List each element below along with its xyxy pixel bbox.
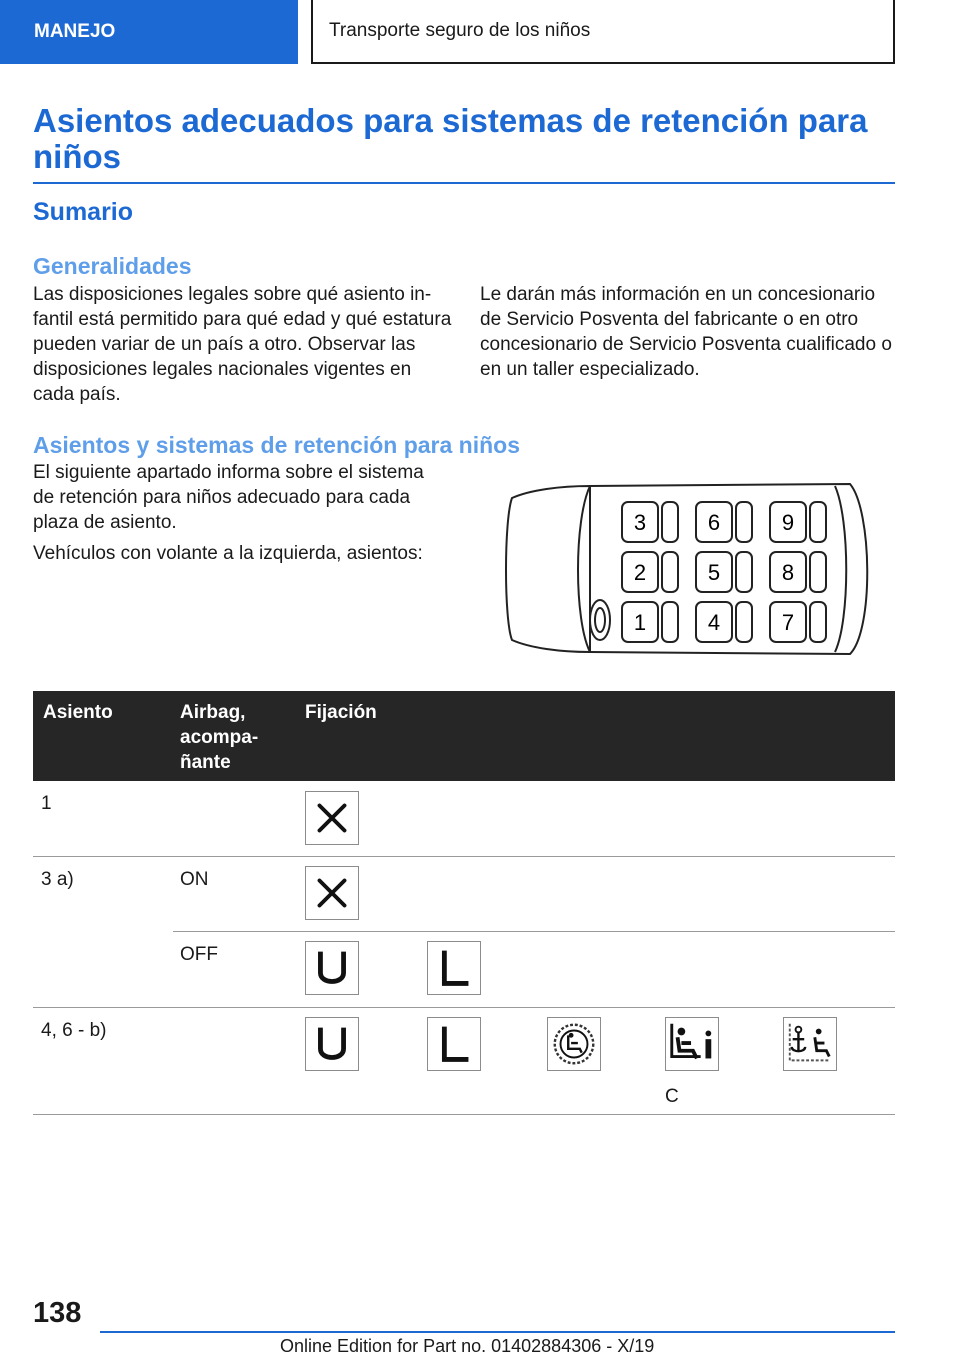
row-note: C [665, 1086, 679, 1107]
edition-note: Online Edition for Part no. 01402884306 - X/19 [280, 1336, 655, 1356]
seat-8 [770, 552, 826, 592]
seat-number-9: 9 [781, 510, 795, 535]
cross-icon [305, 866, 359, 920]
semi-universal-l-icon [427, 1017, 481, 1071]
row-airbag: OFF [180, 944, 218, 965]
semi-universal-l-icon [427, 941, 481, 995]
universal-u-icon [305, 1017, 359, 1071]
isofix-seat-icon [547, 1017, 601, 1071]
header-fixation: Fijación [305, 702, 377, 723]
seat-layout-diagram [500, 480, 878, 658]
seat-9 [770, 502, 826, 542]
table-row [33, 857, 895, 932]
universal-u-icon [305, 941, 359, 995]
top-tether-anchor-icon [783, 1017, 837, 1071]
chapter-header [311, 0, 895, 64]
fixation-table-header [33, 691, 895, 781]
section-tab [0, 0, 298, 64]
seat-4 [696, 602, 752, 642]
title-divider [33, 182, 895, 184]
seat-number-1: 1 [633, 610, 647, 635]
footer-divider [100, 1331, 895, 1333]
seat-number-3: 3 [633, 510, 647, 535]
seats-para-1: El siguiente apartado informa sobre el sistema de retención para niños adecuado para cada plaza de asiento. [33, 462, 424, 533]
i-size-seat-icon [665, 1017, 719, 1071]
table-row [33, 781, 895, 857]
seat-number-8: 8 [781, 560, 795, 585]
seat-6 [696, 502, 752, 542]
row-seat: 3 a) [41, 869, 74, 890]
generalities-heading: Generalidades [33, 253, 192, 279]
seats-para-2: Vehículos con volante a la izquierda, asientos: [33, 543, 423, 564]
seat-1 [622, 602, 678, 642]
header-airbag: Airbag, acompañante [180, 702, 259, 773]
seat-5 [696, 552, 752, 592]
chapter-label: Transporte seguro de los niños [329, 20, 591, 41]
generalities-right-text: Le darán más información en un concesionario de Servicio Posventa del fabricante o en otro concesionario de Servicio Posventa cualificado o en un taller especializado. [480, 284, 892, 380]
seat-3 [622, 502, 678, 542]
seats-heading: Asientos y sistemas de retención para niños [33, 432, 520, 458]
seat-number-5: 5 [707, 560, 721, 585]
cross-icon [305, 791, 359, 845]
seat-number-4: 4 [707, 610, 721, 635]
table-row [33, 1008, 895, 1115]
row-divider [33, 1114, 895, 1115]
page-title: Asientos adecuados para sistemas de retención para niños [33, 102, 868, 175]
header-seat: Asiento [43, 702, 113, 723]
page-number: 138 [33, 1297, 82, 1329]
seat-7 [770, 602, 826, 642]
row-seat: 4, 6 - b) [41, 1020, 107, 1041]
row-seat: 1 [41, 793, 52, 814]
table-row [33, 932, 895, 1008]
seat-layout-svg [500, 480, 878, 658]
summary-heading: Sumario [33, 198, 134, 226]
seat-2 [622, 552, 678, 592]
seat-number-2: 2 [633, 560, 647, 585]
section-label: MANEJO [34, 21, 116, 42]
seat-number-7: 7 [781, 610, 795, 635]
row-airbag: ON [180, 869, 209, 890]
generalities-left-text: Las disposiciones legales sobre qué asiento infantil está permitido para qué edad y qué estatura pueden variar de un país a otro. Observar las disposiciones legales nacionales vigentes en cada país. [33, 284, 452, 405]
seat-number-6: 6 [707, 510, 721, 535]
